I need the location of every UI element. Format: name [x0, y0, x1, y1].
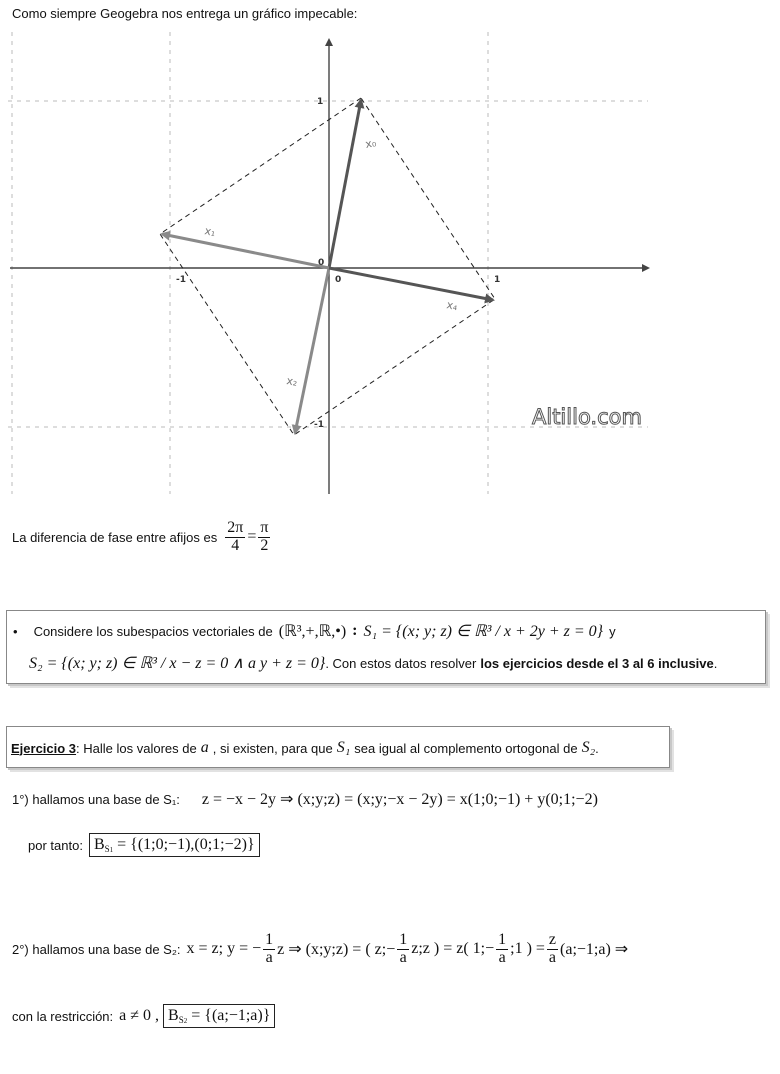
bullet: •: [13, 623, 18, 639]
tick-x-pos: 1: [494, 275, 501, 285]
vector-x0: [329, 100, 361, 268]
label-x2: x₂: [285, 374, 299, 389]
fase-text: La diferencia de fase entre afijos es: [12, 529, 218, 545]
label-x4: x₄: [445, 298, 459, 314]
basis-s2-box: $B_{S2}$ = {(a;−1;a)}: [163, 1004, 275, 1028]
fase-line: La diferencia de fase entre afijos es $\frac{2\pi}{4}$ = $\frac{\pi}{2}$: [12, 519, 269, 554]
por-tanto-line: [28, 833, 260, 857]
space-notation: (ℝ³,+,ℝ,•): [278, 623, 347, 640]
label-x1: x₁: [203, 224, 217, 240]
vector-x1: [162, 234, 329, 268]
step2-label: 2°) hallamos una base de S₂:: [12, 941, 181, 957]
por-tanto-label: por tanto:: [28, 837, 83, 853]
restriccion-line: [12, 1004, 275, 1028]
label-x0: x₀: [364, 136, 378, 151]
s1-definition: S₁ = {(x; y; z) ∈ ℝ³ / x + 2y + z = 0}: [363, 623, 604, 640]
tick-origin: 0: [318, 258, 325, 268]
step1-equation: z = −x − 2y ⇒ (x;y;z) = (x;y;−x − 2y) = x(1;0;−1) + y(0;1;−2): [201, 791, 598, 808]
fraction-pi-2: $\frac{\pi}{2}$: [260, 519, 269, 554]
tick-y-pos: 1: [317, 97, 324, 107]
tick-x-neg: -1: [176, 275, 186, 285]
step1-label: 1°) hallamos una base de S₁:: [12, 791, 180, 807]
exercise-3-box: Ejercicio 3 : Halle los valores de a , si existen, para que S₁ sea igual al complemento ortogonal de S₂ .: [6, 726, 670, 768]
watermark-text: Altillo.com: [532, 405, 642, 429]
exercise-title: Ejercicio 3: [11, 740, 77, 756]
subspaces-intro: Considere los subespacios vectoriales de: [33, 623, 273, 639]
step1-line: [12, 789, 598, 809]
step2-equation: x = z; y = − $\frac{1}{a}$ z ⇒ (x;y;z) = ( z;− $\frac{1}{a}$ z;z ) = z( 1;− $\frac{1}{a}$ ;1 ) = $\frac{z}{a}$ (a;−1;a) ⇒: [186, 931, 629, 966]
vector-x2: [295, 268, 329, 433]
tick-origin-below: 0: [335, 275, 342, 285]
ejercicios-range: los ejercicios desde el 3 al 6 inclusive: [480, 655, 714, 671]
basis-s1-box: $B_{S1}$ = {(1;0;−1),(0;1;−2)}: [89, 833, 260, 857]
s2-definition: S₂ = {(x; y; z) ∈ ℝ³ / x − z = 0 ∧ a y + z = 0}: [29, 655, 326, 672]
restriccion-label: con la restricción:: [12, 1008, 114, 1024]
restriccion-condition: a ≠ 0 ,: [119, 1007, 160, 1024]
vector-x4: [329, 268, 493, 300]
intro-text: Como siempre Geogebra nos entrega un gráfico impecable:: [12, 6, 358, 21]
step2-line: [12, 932, 628, 967]
tick-y-neg: -1: [314, 420, 324, 430]
subspaces-box: • Considere los subespacios vectoriales de (ℝ³,+,ℝ,•) : S₁ = {(x; y; z) ∈ ℝ³ / x + 2y + z = 0} y S₂ = {(x; y; z) ∈ ℝ³ / x − z = 0 ∧ a y + z = 0} . Con estos datos resolver los ejercicios desde el 3 al 6 inclusive .: [6, 610, 766, 684]
fraction-2pi-4: $\frac{2\pi}{4}$: [227, 519, 244, 554]
vector-graph: [8, 32, 664, 500]
